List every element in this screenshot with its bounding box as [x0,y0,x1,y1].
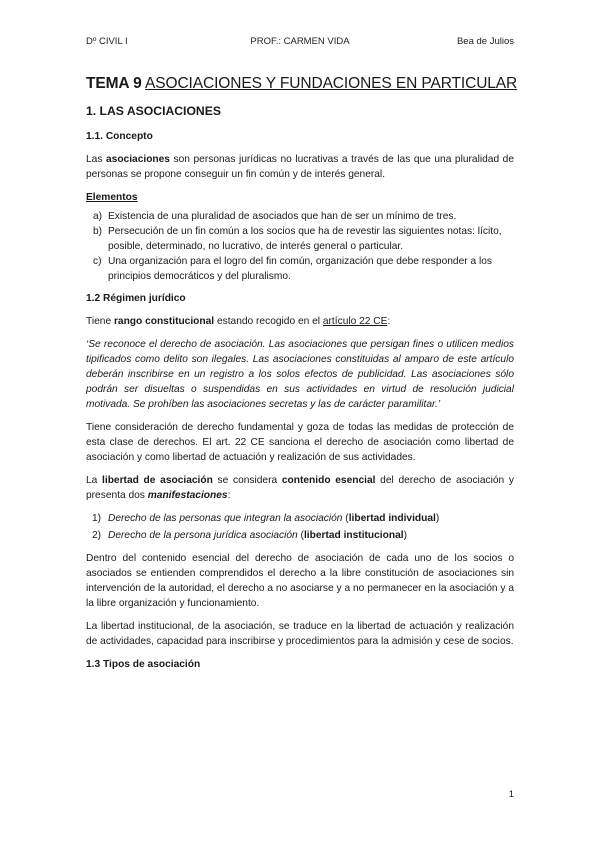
text-run: ( [297,530,304,541]
text-run: : [387,316,391,327]
header-professor: PROF.: CARMEN VIDA [250,36,350,47]
list-item [86,511,514,526]
list-marker: 2) [92,530,102,541]
text-run: La [86,475,103,486]
title-name: ASOCIACIONES Y FUNDACIONES EN PARTICULAR [145,75,518,92]
list-item [86,254,514,284]
header-course: Dº CIVIL I [86,36,128,47]
paragraph-rango-constitucional [86,314,514,329]
list-item-bold: libertad institucional [303,530,404,541]
text-run: estando recogido en el [214,316,323,327]
page-header [86,36,514,50]
list-item-italic: Derecho de la persona jurídica asociación [108,530,298,541]
manifestaciones-list [86,511,514,543]
text-run: ) [403,530,407,541]
list-marker: a) [93,211,103,222]
text-run: Tiene [86,316,114,327]
article-reference: artículo 22 CE [322,316,388,327]
bold-term-rango: rango constitucional [113,316,215,327]
subsection-heading-tipos: 1.3 Tipos de asociación [86,659,201,670]
list-marker: 1) [92,513,102,524]
list-item [86,209,514,224]
text-run: ( [342,513,349,524]
document-title [86,74,518,94]
text-run: Las [86,154,106,165]
paragraph-libertad-asociacion [86,473,514,503]
bold-italic-term-manifestaciones: manifestaciones [147,490,228,501]
page-number: 1 [508,789,514,800]
list-item-text: Persecución de un fin común a los socios que ha de revestir las siguientes notas: lícito, posible, determinado, no lucrativo, de interés general o particular. [108,226,502,252]
list-marker: b) [93,226,103,237]
document-body [86,74,518,680]
list-item-italic: Derecho de las personas que integran la asociación [108,513,343,524]
quote-article-22: ‘Se reconoce el derecho de asociación. Las asociaciones que persigan fines o utilicen medios tipificados como delito son ilegales. Las asociaciones constituidas al amparo de este artículo deberán inscribirse en un registro a los solos efectos de publicidad. Las asociaciones sólo podrán ser disueltas o suspendidas en sus actividades en virtud de resolución judicial motivada. Se prohíben las asociaciones secretas y las de carácter paramilitar.’ [86,339,514,410]
list-item-text: Una organización para el logro del fin común, organización que debe responder a los principios democráticos y del pluralismo. [108,256,492,282]
list-item-text: Existencia de una pluralidad de asociados que han de ser un mínimo de tres. [108,211,457,222]
text-run: : [227,490,231,501]
elementos-list [86,209,514,284]
bold-term-contenido: contenido esencial [281,475,376,486]
list-marker: c) [93,256,102,267]
subsection-heading-concepto: 1.1. Concepto [86,131,153,142]
paragraph-concepto [86,152,514,182]
list-item-bold: libertad individual [348,513,436,524]
list-item [86,528,514,543]
text-run: ) [435,513,440,524]
list-item [86,224,514,254]
subsection-heading-regimen: 1.2 Régimen jurídico [86,293,186,304]
header-author: Bea de Julios [456,36,514,47]
text-run: se considera [212,475,282,486]
heading-elementos: Elementos [86,192,138,203]
paragraph-libertad-institucional: La libertad institucional, de la asociación, se traduce en la libertad de actuación y realización de actividades, capacidad para inscribirse y procedimientos para la admisión y cese de socios. [86,621,514,647]
bold-term-libertad: libertad de asociación [102,475,213,486]
title-number: TEMA 9 [86,75,142,92]
paragraph-contenido-esencial: Dentro del contenido esencial del derecho de asociación de cada uno de los socios o asociados se entienden comprendidos el derecho a la libre constitución de asociaciones sin intervención de la autoridad, el derecho a no asociarse y a no permanecer en la asociación y a la libre organización y funcionamiento. [86,553,514,609]
paragraph-derecho-fundamental: Tiene consideración de derecho fundamental y goza de todas las medidas de protección de esta clase de derechos. El art. 22 CE sanciona el derecho de asociación como libertad de asociación y como libertad de actuación y realización de sus actividades. [86,422,514,463]
section-heading-asociaciones: 1. LAS ASOCIACIONES [86,104,221,118]
text-run: del derecho de asociación y presenta dos [86,475,514,501]
text-run: son personas jurídicas no lucrativas a través de las que una pluralidad de personas se propone conseguir un fin común y de interés general. [86,154,514,180]
bold-term-asociaciones: asociaciones [105,154,170,165]
